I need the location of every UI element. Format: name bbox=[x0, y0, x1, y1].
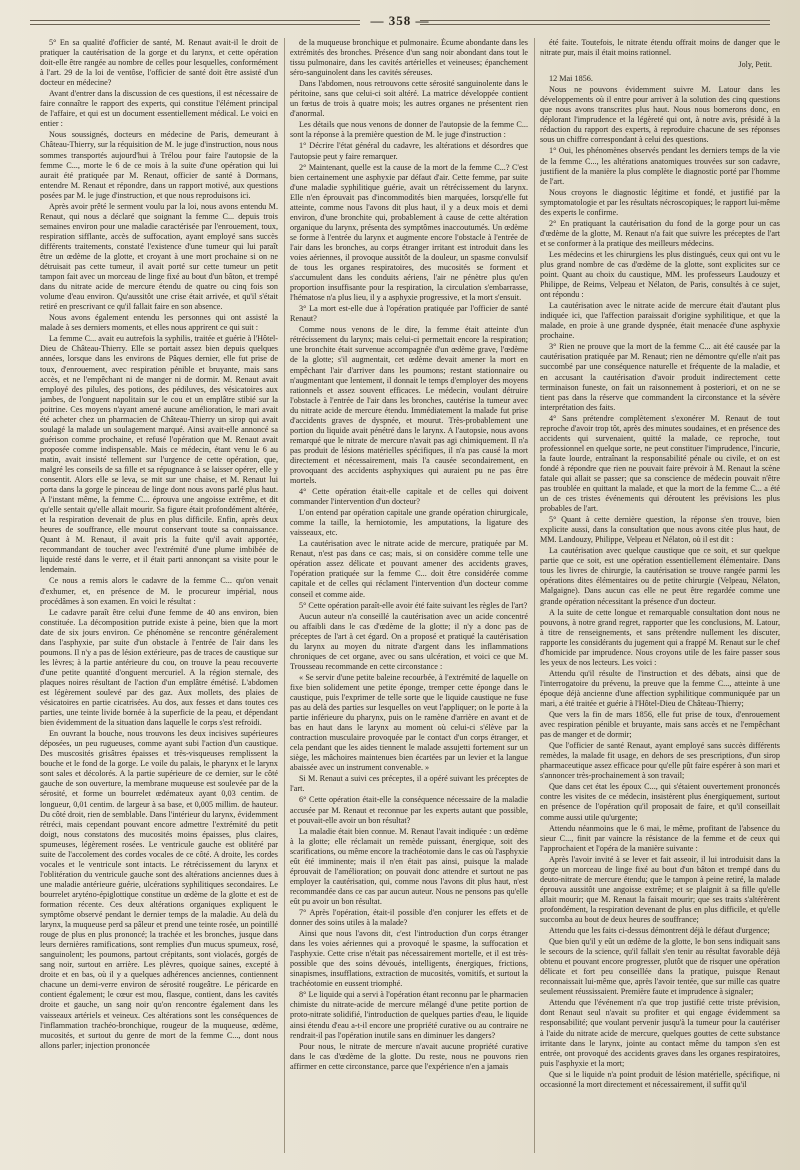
paragraph: 12 Mai 1856. bbox=[549, 74, 593, 84]
paragraph: Comme nous venons de le dire, la femme était atteinte d'un rétrécissement du larynx; mais celui-ci permettait encore la respiration; une bronchite était survenue accompagnée d'un œdème grave, l'œdème de la glotte; s'il augmentait, cet œdème devait amener la mort en empêchant l'air d'arriver dans les poumons; restant stationnaire ou n'augmentant que lentement, il donnait le temps d'employer des moyens rationnels et assez souvent efficaces. Le médecin, voulant détruire l'obstacle à l'entrée de l'air dans les bronches, cautérise la tumeur avec du nitrate acide de mercure étendu. Immédiatement la malade fut prise d'accidents graves de dyspnée, et mourut. Très-probablement une portion du liquide avait pénétré dans le larynx. A l'autopsie, nous avons remarqué que le nitrate de mercure n'avait pas agi chimiquement. Il n'a pas produit de lésions matérielles spécifiques, il n'a pas causé la mort directement et nécessairement, mais l'a causée secondairement, en provoquant des accidents asphyxiques qui auraient pu ne pas être mortels. bbox=[290, 325, 528, 486]
paragraph: 5° Cette opération paraît-elle avoir été faite suivant les règles de l'art? bbox=[299, 600, 528, 610]
paragraph: L'on entend par opération capitale une grande opération chirurgicale, comme la taille, la herniotomie, les amputations, la ligature des vaisseaux, etc. bbox=[290, 508, 528, 538]
text-column-3 bbox=[540, 38, 780, 1153]
paragraph: La femme C... avait eu autrefois la syphilis, traitée et guérie à l'Hôtel-Dieu de Château-Thierry. Elle se portait assez bien depuis quelques années, lorsque dans les environs de Pâques dernier, elle fut prise de toux, d'enrouement, avec respiration pénible et bruyante, mais sans accès, et ne l'empêchant ni de manger ni de dormir. M. Renaut avait employé des pilules, des potions, des pédiluves, des vésicatoires aux jambes, de l'onguent napolitain sur le cou et un emplâtre stibié sur la poitrine. Ces moyens n'ayant amené aucune amélioration, le mari avait été acheter chez un pharmacien de Château-Thierry un sirop qui avait soulagé la malade un soulagement marqué. Ainsi avait-elle annoncé sa guérison comme prochaine, et refusé l'opération que M. Renaut avait proposée comme indispensable. Mais ce médecin, étant venu le 6 au matin, avait insisté tellement sur l'urgence de cette opération, que, malgré les conseils de sa fille et sa répugnance à se laisser opérer, elle y consentit. Alors elle se leva, se mit sur une chaise, et M. Renaut lui porta dans la gorge le pinceau de linge dont nous avons parlé plus haut. A l'instant même, la femme C... éprouva une angoisse extrême, et dit qu'elle sentait qu'elle allait mourir. Sa figure était profondément altérée, et la respiration devenait de plus en plus difficile. Enfin, après deux heures de souffrance, elle mourut conservant toute sa connaissance. Quant à M. Renaut, il avait pris la fuite qu'il avait apportée, recommandant de toucher avec l'extrémité d'une plume imbibée de liquide resté dans le verre, et il était parti annonçant sa visite pour le lendemain. bbox=[40, 334, 278, 575]
paragraph: 5° En sa qualité d'officier de santé, M. Renaut avait-il le droit de pratiquer la cautérisation de la gorge et du larynx, et cette opération doit-elle être rangée au nombre de celles pour lesquelles, conformément à l'art. 29 de la loi de ventôse, l'officier de santé doit être assisté d'un docteur en médecine? bbox=[40, 38, 278, 88]
paragraph: 1° Décrire l'état général du cadavre, les altérations et désordres que l'autopsie peut y faire remarquer. bbox=[290, 141, 528, 161]
paragraph: Que bien qu'il y eût un œdème de la glotte, le bon sens indiquait sans le secours de la science, qu'il fallait s'en tenir au résultat favorable déjà obtenu et pouvant encore progresser, plutôt que de risquer une opération délicate et fort peu conseillée dans la pratique, puisque Renaut reconnaissait lui-même que, après l'avoir tentée, que sur mille cas quatre seulement réussissaient. Première faute et imprudence à signaler; bbox=[540, 937, 780, 997]
paragraph: Attendu néanmoins que le 6 mai, le même, profitant de l'absence du sieur C..., finit par vaincre la résistance de la femme et de ceux qui l'approchaient et l'opéra de la manière suivante : bbox=[540, 823, 780, 853]
paragraph: Aucun auteur n'a conseillé la cautérisation avec un acide concentré ou affaibli dans le cas d'œdème de la glotte; il n'y a donc pas de préceptes de l'art à cet égard. On a proposé et pratiqué la cautérisation du larynx au moyen du nitrate d'argent dans les inflammations chroniques de cet organe, avec ou sans ulcération, et voici ce que M. Trousseau recommande en cette circonstance : bbox=[290, 611, 528, 671]
paragraph: Les détails que nous venons de donner de l'autopsie de la femme C... sont la réponse à la première question de M. le juge d'instruction : bbox=[290, 120, 528, 140]
paragraph: Nous ne pouvons évidemment suivre M. Latour dans les développements où il entre pour arriver à la solution des cinq questions que nous avons transcrites plus haut. Nous nous bornerons donc, en déplorant l'imprudence et la légèreté qui ont, à notre avis, présidé à la rédaction du rapport des experts, à reproduire chacune de ses réponses sous un chiffre correspondant à celui des questions. bbox=[540, 85, 780, 145]
paragraph: Le cadavre paraît être celui d'une femme de 40 ans environ, bien constituée. La décomposition putride existe à peine, bien que la mort date de six jours environ. Ce phénomène se rencontre généralement dans l'asphyxie, par suite d'un obstacle à l'entrée de l'air dans les poumons. Il n'y a pas de lésion extérieure, pas de traces de caustique sur les lèvres; à la partie antérieure du cou, on trouve la peau recouverte d'une petite quantité d'onguent mercuriel. A la région sternale, des plaques noires résultant de l'action d'un emplâtre émétisé. L'abdomen est légèrement soulevé par des gaz. Aux mollets, des plaies de vésicatoires en partie cicatrisées. Au dos, aux fesses et dans toutes ces parties, une teinte livide bornée à la superficie de la peau, et dépendant bien évidemment de la situation dans laquelle le corps s'est refroidi. bbox=[40, 607, 278, 728]
paragraph: 4° Cette opération était-elle capitale et de celles qui doivent commander l'intervention d'un docteur? bbox=[290, 487, 528, 507]
text-column-1 bbox=[40, 38, 278, 1153]
paragraph: 3° La mort est-elle due à l'opération pratiquée par l'officier de santé Renaut? bbox=[290, 304, 528, 324]
column-divider-1 bbox=[284, 38, 285, 1153]
paragraph: Nous croyons le diagnostic légitime et fondé, et justifié par la symptomatologie et par les résultats nécroscopiques; le rapport lui-même des experts le confirme. bbox=[540, 187, 780, 217]
page-header bbox=[0, 10, 800, 32]
paragraph: 4° Sans prétendre complètement s'exonérer M. Renaut de tout reproche d'avoir trop tôt, après des minutes soudaines, et en présence des accidents qui survenaient, quitté la malade, ce reproche, tout professionnel en quelque sorte, ne peut constituer l'imprudence, l'incurie, la faute lourde, entraînant la responsabilité pénale ou civile, et on est fondé à répondre que rien ne pouvait faire prévoir à M. Renaut la scène fatale qui allait se passer; que sa conscience de médecin pouvait n'être pas troublée en quittant la malade, et que la mort de la femme C... a été un de ces tristes événements qui déroutent les prévisions les plus probables de l'art. bbox=[540, 413, 780, 514]
paragraph: Que si le liquide n'a point produit de lésion matérielle, spécifique, ni occasionné la mort directement et nécessairement, il suffit qu'il bbox=[540, 1069, 780, 1089]
paragraph: A la suite de cette longue et remarquable consultation dont nous ne pouvons, à notre grand regret, rapporter que les conclusions, M. Latour, à titre de renseignements, et sans prétendre nullement les discuter, rapporte les considérants du jugement qui a frappé M. Renaut sur le chef d'homicide par imprudence. Nous croyons utile de les faire passer sous les yeux de nos lecteurs. Les voici : bbox=[540, 607, 780, 667]
paragraph: La cautérisation avec le nitrate acide de mercure, pratiquée par M. Renaut, n'est pas dans ce cas; mais, si on considère comme telle une opération assez délicate et pouvant amener des accidents graves, l'opération pratiquée sur la femme C... doit être considérée comme capitale et de celles qui réclament l'intervention d'un docteur comme conseil et comme aide. bbox=[290, 539, 528, 599]
paragraph: Si M. Renaut a suivi ces préceptes, il a opéré suivant les préceptes de l'art. bbox=[290, 774, 528, 794]
paragraph: Dans l'abdomen, nous retrouvons cette sérosité sanguinolente dans le péritoine, sans que celui-ci soit altéré. La matrice développée contient un fœtus de trois à quatre mois; les autres organes ne présentent rien d'anormal. bbox=[290, 79, 528, 119]
paragraph: Nous soussignés, docteurs en médecine de Paris, demeurant à Château-Thierry, sur la réquisition de M. le juge d'instruction, nous nous sommes transportés aujourd'hui à Trélou pour faire l'autopsie de la femme C..., morte le 6 de ce mois à la suite d'une opération qui lui aurait été pratiquée par M. Renaut, officier de santé à Dormans, entendre M. Renaut et répondre, dans un rapport motivé, aux questions posées par M. le juge d'instruction, et que nous reproduisons ici. bbox=[40, 130, 278, 200]
paragraph: La maladie était bien connue. M. Renaut l'avait indiquée : un œdème à la glotte; elle réclamait un remède puissant, énergique, soit des scarifications, ou même encore la trachéotomie dans le cas où l'asphyxie eût été imminente; mais il n'en était pas ainsi, puisque la malade éprouvait de l'amélioration; on pouvait donc attendre et surtout ne pas employer la cautérisation, qui, comme nous l'avons dit plus haut, n'est recommandée dans ce cas par aucun auteur. Nous ne pensons pas qu'elle eût pu avoir un bon résultat. bbox=[290, 826, 528, 906]
header-rule-left bbox=[30, 20, 360, 25]
column-divider-2 bbox=[534, 38, 535, 1153]
paragraph: 2° En pratiquant la cautérisation du fond de la gorge pour un cas d'œdème de la glotte, M. Renaut n'a fait que suivre les préceptes de l'art et se conformer à la pratique des meilleurs médecins. bbox=[540, 218, 780, 248]
paragraph: Attendu qu'il résulte de l'instruction et des débats, ainsi que de l'interrogatoire du prévenu, la preuve que la femme C..., atteinte à une époque déjà ancienne d'une affection syphilitique communiquée par un mari, a été traitée et guérie à l'Hôtel-Dieu de Château-Thierry; bbox=[540, 668, 780, 708]
paragraph: Attendu que les faits ci-dessus démontrent déjà le défaut d'urgence; bbox=[549, 926, 770, 936]
paragraph: Les médecins et les chirurgiens les plus distingués, ceux qui ont vu le plus grand nombre de cas d'œdème de la glotte, sont explicites sur ce point. Quant au choix du caustique, MM. les professeurs Laudouzy et Philippe, de Reims, Velpeau et Nélaton, de Paris, consultés à ce sujet, ont répondu : bbox=[540, 249, 780, 300]
paragraph: Que l'officier de santé Renaut, ayant employé sans succès différents remèdes, la malade fit usage, en dehors de ses prescriptions, d'un sirop pharmaceutique assez efficace pour qu'elle pût faire espérer à son mari et s'annoncer très-prochainement à son travail; bbox=[540, 741, 780, 781]
paragraph: 3° Rien ne prouve que la mort de la femme C... ait été causée par la cautérisation pratiquée par M. Renaut; rien ne démontre qu'elle n'ait pas succombé par une conséquence naturelle et fréquente de la maladie, et en accusant la cautérisation d'avoir produit indirectement cette terminaison funeste, on fait un raisonnement à posteriori, et on ne se tient pas dans la réserve que commandent la circonstance et la sévère interprétation des faits. bbox=[540, 342, 780, 412]
text-column-2 bbox=[290, 38, 528, 1153]
paragraph: Que dans cet état les époux C..., qui s'étaient ouvertement prononcés contre les visites de ce médecin, insistèrent plus énergiquement, surtout en présence de l'opération qu'il proposait de faire, et qu'il conseillait comme aussi utile qu'urgente; bbox=[540, 782, 780, 822]
paragraph: « Se servir d'une petite baleine recourbée, à l'extrémité de laquelle on fixe bien solidement une petite éponge, tremper cette éponge dans le caustique, puis l'exprimer de telle sorte que le liquide caustique ne fuse pas au delà des parties sur lesquelles on veut l'appliquer; on le porte à la partie inférieure du pharynx, puis on le ramène d'arrière en avant et de bas en haut dans le larynx au moment où celui-ci s'élève par la contraction musculaire provoquée par le contact d'un corps étranger, et cela pendant que les aides tiennent le malade assujetti fortement sur un siège, les mâchoires maintenues bien écartées par un levier et la langue abaissée avec un instrument convenable. » bbox=[290, 672, 528, 773]
paragraph: 8° Le liquide qui a servi à l'opération étant reconnu par le pharmacien chimiste du nitrate-acide de mercure mélangé d'une petite portion de proto-nitrate solidifié, l'introduction de quelques parties d'eau, le liquide ainsi étendu d'eau a-t-il encore une propriété curative ou au contraire ne rendrait-il pas l'opération inutile sans en diminuer les dangers? bbox=[290, 990, 528, 1040]
paragraph: La cautérisation avec quelque caustique que ce soit, et sur quelque partie que ce soit, est une opération essentiellement élémentaire. Dans tous les livres de chirurgie, la cautérisation se trouve rangée parmi les opérations dites élémentaires ou de petite chirurgie (Velpeau, Nélaton, Malgaigne). Dans aucun cas elle ne peut être regardée comme une grande opération nécessitant la présence d'un docteur. bbox=[540, 546, 780, 606]
paragraph: été faite. Toutefois, le nitrate étendu offrait moins de danger que le nitrate pur, mais il était moins rationnel. bbox=[540, 38, 780, 58]
paragraph: 5° Quant à cette dernière question, la réponse s'en trouve, bien explicite aussi, dans la consultation que nous avons citée plus haut, de MM. Landouzy, Philippe, Velpeau et Nélaton, où il est dit : bbox=[540, 515, 780, 545]
paragraph: En ouvrant la bouche, nous trouvons les deux incisives supérieures déposées, un peu rugueuses, comme ayant subi l'action d'un caustique. Des muscosités grisâtres épaisses et très-visqueuses remplissent la bouche et le fond de la gorge. Le voile du palais, le pharynx et le larynx sont sales et décolorés. A la partie supérieure de ce dernier, sur le côté gauche de son ouverture, la membrane muqueuse est soulevée par de la sérosité, et forme un bourrelet œdémateux ayant 0,03 centim. de longueur, 0,01 centim. de largeur à sa base, et 0,005 millim. de hauteur. Du côté droit, rien de semblable. Dans l'intérieur du larynx, évidemment rétréci, mais cependant pouvant encore admettre l'extrémité du petit doigt, nous constatons des mucosités moins épaisses, plus claires, spumeuses, légèrement rosées. Le ventricule gauche est oblitéré par suite de l'accolement des cordes vocales de ce côté. A droite, les cordes vocales et le ventricule sont intacts. Le rétrécissement du larynx et l'oblitération du ventricule gauche sont des altérations anciennes dues à une maladie antérieure guérie, ulcérations syphilitiques secondaires. Le bourrelet aryténo-épiglottique constitue un œdème de la glotte et est de formation récente. Ces deux altérations organiques expliquent le symptôme observé pendant le dernier temps de la maladie. Au delà du larynx, la muqueuse perd sa pâleur et prend une teinte rosée, un pointillé rouge de plus en plus prononcé; la trachée et les bronches, jusque dans leurs dernières ramifications, sont remplies d'un mucus spumeux, rosé, sanguinolent; les poumons, partout crépitants, sont violacés, gorgés de sang noir, surtout en arrière. Les plèvres, quoique saines, excepté à droite et en bas, où il y a quelques adhérences anciennes, contiennent chacune un demi-verre environ de sérosité rougeâtre. Le péricarde en contient également; le cœur est mou, flasque, contient, dans les cavités droite et gauche, un sang noir qu'on rencontre également dans les vaisseaux artériels et veineux. Ces altérations sont les conséquences de l'inflammation trachéo-bronchique, rougeur de la muqueuse, œdème, mucosités, et surtout du genre de mort de la femme C..., dont nous allons parler; injection prononcée bbox=[40, 729, 278, 1050]
paragraph: 2° Maintenant, quelle est la cause de la mort de la femme C...? C'est bien certainement une asphyxie par défaut d'air. Cette femme, par suite d'une maladie syphilitique guérie, avait un rétrécissement du larynx. Elle n'en éprouvait pas d'incommodités bien marquées, lorsqu'elle fut atteinte, comme nous l'avons dit plus haut, il y a deux mois et demi environ, d'une bronchite qui, probablement à cause de cette altération organique du larynx, présenta des symptômes inaccoutumés. Un œdème se forme à l'entrée du larynx et augmente encore l'obstacle à l'entrée de l'air dans les bronches, au corps étranger irritant est introduit dans les voies aériennes, il provoque aussitôt de la douleur, un spasme convulsif de tous les organes respiratoires, des mucosités se forment et s'accumulent dans les conduits aériens, l'air ne pénètre plus qu'en proportion insuffisante pour la respiration, la circulation s'embarrasse, l'hématose n'a plus lieu, il y a asphyxie progressive, et la mort s'ensuit. bbox=[290, 162, 528, 303]
paragraph: Pour nous, le nitrate de mercure n'avait aucune propriété curative dans le cas d'œdème de la glotte. Du reste, nous ne pouvons rien affirmer en cette circonstance, parce que l'expérience n'en a jamais bbox=[290, 1041, 528, 1071]
paragraph: 7° Après l'opération, était-il possible d'en conjurer les effets et de donner des soins utiles à la malade? bbox=[290, 907, 528, 928]
paragraph: Après avoir prêté le serment voulu par la loi, nous avons entendu M. Renaut, qui nous a déclaré que soignant la femme C... depuis trois semaines environ pour une maladie caractérisée par l'enrouement, toux, respiration sifflante, accès de suffocation, ayant employé sans succès différents traitements, constaté l'existence d'une tumeur qui lui paraît être un œdème de la glotte, et croyant à une mort prochaine si on ne détruisait pas cette tumeur, il avait porté sur cette tumeur un petit tampon fait avec un morceau de linge fixé au bout d'un bâton, et trempé dans du nitrate acide de mercure étendu de quatre ou cinq fois son volume d'eau environ. Qu'aussitôt une crise était arrivée, et qu'il s'était retiré en prescrivant ce qu'il fallait faire en son absence. bbox=[40, 201, 278, 312]
paragraph: La cautérisation avec le nitrate acide de mercure était d'autant plus indiquée ici, que l'affection paraissait d'origine syphilitique, et que la malade, en proie à une grande dyspnée, était menacée d'une asphyxie prochaine. bbox=[540, 301, 780, 341]
paragraph: Joly, Petit. bbox=[738, 60, 772, 70]
paragraph: Avant d'entrer dans la discussion de ces questions, il est nécessaire de faire connaître le rapport des experts, qui constitue l'élément principal de l'affaire, et qui est un document essentiellement médical. Le voici en entier : bbox=[40, 89, 278, 129]
paragraph: Que vers la fin de mars 1856, elle fut prise de toux, d'enrouement avec respiration pénible et bruyante, mais sans accès et ne l'empêchant pas de manger et de dormir; bbox=[540, 710, 780, 740]
paragraph: Ce nous a remis alors le cadavre de la femme C... qu'on venait d'exhumer, et, en présence de M. le procureur impérial, nous procédâmes à son examen. En voici le résultat : bbox=[40, 576, 278, 606]
paragraph: Après l'avoir invité à se lever et fait asseoir, il lui introduisit dans la gorge un morceau de linge fixé au bout d'un bâton et trempé dans du deuto-nitrate de mercure étendu; que le tampon à peine retiré, la malade éprouva aussitôt une angoisse extrême; et se plaignit à sa fille qu'elle allait mourir; que M. Renaut la faisait mourir; que ses traits s'altérèrent profondément, la respiration devenant de plus en plus difficile, et qu'elle succomba au bout de deux heures de souffrance; bbox=[540, 854, 780, 924]
page-number: — 358 — bbox=[370, 13, 430, 28]
paragraph: 6° Cette opération était-elle la conséquence nécessaire de la maladie accusée par M. Renaut et reconnue par les experts autant que possible, et pouvait-elle avoir un bon résultat? bbox=[290, 795, 528, 825]
paragraph: Attendu que l'événement n'a que trop justifié cette triste prévision, dont Renaut seul n'avait su profiter et qui engage évidemment sa responsabilité; que voulant pervenir jusqu'à la tumeur pour la cautériser à l'aide du nitrate acide de mercure, quelques gouttes de cette substance irritante dans le larynx, jointe au contact même du tampon s'en est entrée, ont provoqué des accidents graves dans les organes respiratoires, puis l'asphyxie et la mort; bbox=[540, 998, 780, 1068]
header-rule-right bbox=[420, 20, 770, 25]
paragraph: Nous avons également entendu les personnes qui ont assisté la malade à ses derniers moments, et elles nous apprirent ce qui suit : bbox=[40, 313, 278, 333]
paragraph: 1° Oui, les phénomènes observés pendant les derniers temps de la vie de la femme C..., les altérations anatomiques trouvées sur son cadavre, justifient de la manière la plus complète le diagnostic porté par l'homme de l'art. bbox=[540, 146, 780, 186]
paragraph: Ainsi que nous l'avons dit, c'est l'introduction d'un corps étranger dans les voies aériennes qui a provoqué le spasme, la suffocation et l'asphyxie. Cette crise n'était pas nécessairement mortelle, et il est très-possible que des soins dévoués, intelligents, énergiques, frictions, sinapismes, insufflations, extraction de mucosités, vomitifs, et surtout la trachéotomie en eussent triomphé. bbox=[290, 929, 528, 989]
paragraph: de la muqueuse bronchique et pulmonaire. Écume abondante dans les extrémités des bronches. Présence d'un sang noir abondant dans tout le tissu pulmonaire, dans les cavités artérielles et veineuses; épanchement séro-sanguinolent dans les cavités séreuses. bbox=[290, 38, 528, 78]
